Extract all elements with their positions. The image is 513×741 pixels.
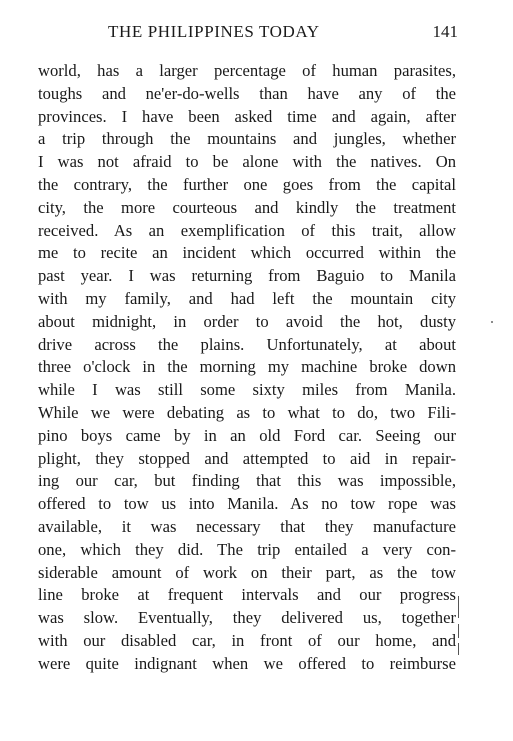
page-number: 141 (432, 22, 458, 41)
text-line: while I was still some sixty miles from Manila. (38, 380, 456, 400)
text-line: I was not afraid to be alone with the natives. On (38, 152, 456, 172)
text-line: the contrary, the further one goes from the capital (38, 174, 456, 194)
text-line: about midnight, in order to avoid the hot, dusty (38, 311, 456, 331)
text-line: three o'clock in the morning my machine broke down (38, 357, 456, 377)
text-line: available, it was necessary that they manufacture (38, 516, 456, 536)
text-line: received. As an exemplification of this trait, allow (38, 220, 456, 240)
text-line: a trip through the mountains and jungles, whether (38, 129, 456, 149)
text-line: past year. I was returning from Baguio to Manila (38, 266, 456, 286)
running-title: THE PHILIPPINES TODAY (108, 22, 320, 41)
text-line: one, which they did. The trip entailed a very con- (38, 539, 456, 559)
text-line: provinces. I have been asked time and again, after (38, 106, 456, 126)
scan-mark (458, 643, 459, 655)
text-line: plight, they stopped and attempted to aid in repair- (38, 448, 456, 468)
text-line: world, has a larger percentage of human parasites, (38, 61, 456, 80)
text-line: drive across the plains. Unfortunately, at about (38, 334, 456, 354)
body-text (38, 60, 456, 676)
text-line: with our disabled car, in front of our home, and (38, 630, 456, 650)
text-line: pino boys came by in an old Ford car. Seeing our (38, 425, 456, 445)
text-line: siderable amount of work on their part, as the tow (38, 562, 456, 582)
text-line: toughs and ne'er-do-wells than have any of the (38, 83, 456, 103)
scan-mark (458, 596, 459, 618)
text-line: me to recite an incident which occurred within the (38, 243, 456, 263)
scan-mark (458, 624, 459, 638)
text-line: were quite indignant when we offered to reimburse (38, 653, 456, 673)
text-line: ing our car, but finding that this was impossible, (38, 471, 456, 491)
text-line: While we were debating as to what to do, two Fili- (38, 402, 456, 422)
scan-speck (491, 321, 493, 323)
text-line: city, the more courteous and kindly the treatment (38, 197, 456, 217)
text-line: offered to tow us into Manila. As no tow rope was (38, 494, 456, 514)
text-line: with my family, and had left the mountain city (38, 288, 456, 308)
page-header (38, 22, 458, 46)
text-line: line broke at frequent intervals and our progress (38, 585, 456, 605)
text-line: was slow. Eventually, they delivered us, together (38, 608, 456, 628)
